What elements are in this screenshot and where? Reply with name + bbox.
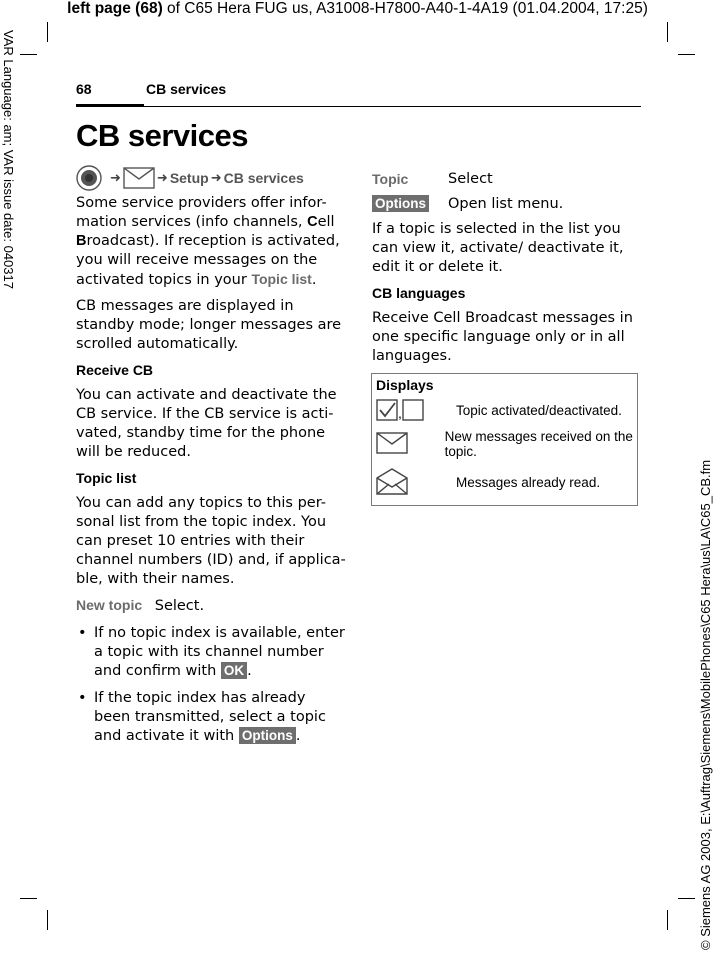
table-row-text: Topic activated/deactivated. bbox=[456, 402, 622, 418]
header-page-label: left page (68) bbox=[67, 0, 163, 17]
table-row bbox=[372, 425, 637, 463]
menu-path-cb-services: CB services bbox=[223, 169, 304, 186]
options-softkey: Options bbox=[239, 727, 296, 744]
list-item: • If no topic index is available, enter a topic with its channel number and confirm with OK . bbox=[76, 624, 346, 681]
side-text-left: VAR Language: am; VAR issue date: 040317 bbox=[1, 30, 16, 289]
ok-softkey: OK bbox=[221, 662, 247, 679]
left-column bbox=[76, 166, 346, 754]
topic-selected-text: If a topic is selected in the list you can view it, activate/ deactivate it, edit it or delete it. bbox=[372, 221, 624, 275]
running-section-title: CB services bbox=[146, 81, 227, 97]
intro-paragraph: Some service providers offer infor-mation services (info channels, Cell Broadcast). If reception is activated, you will receive messages on the activated topics in your Topic list. bbox=[76, 195, 340, 288]
table-row bbox=[372, 463, 637, 501]
checkbox-unchecked-icon bbox=[402, 399, 424, 421]
options-row bbox=[372, 195, 640, 214]
topic-list-text: You can add any topics to this per-sonal list from the topic index. You can preset 10 entries with their channel numbers (ID) and, if applica-ble, with their names. bbox=[76, 495, 346, 587]
displays-table-title: Displays bbox=[376, 377, 434, 393]
crop-mark bbox=[47, 910, 48, 930]
topic-action: Select bbox=[448, 171, 493, 187]
options-action: Open list menu. bbox=[448, 196, 564, 212]
document-header bbox=[0, 0, 715, 18]
topic-row bbox=[372, 170, 640, 189]
crop-mark bbox=[678, 54, 695, 55]
new-topic-action: Select. bbox=[154, 598, 205, 614]
arrow-right-icon: ➜ bbox=[110, 170, 121, 186]
header-rule-accent bbox=[76, 104, 144, 107]
right-column bbox=[372, 170, 640, 373]
envelope-open-icon bbox=[376, 467, 408, 495]
envelope-closed-icon bbox=[376, 432, 408, 454]
menu-path bbox=[76, 166, 346, 190]
topic-list-reference: Topic list bbox=[251, 271, 312, 287]
navigation-key-icon bbox=[76, 165, 102, 191]
crop-mark bbox=[678, 898, 695, 899]
table-row-text: New messages received on the topic. bbox=[444, 429, 633, 459]
header-rule bbox=[76, 106, 641, 107]
standby-paragraph: CB messages are displayed in standby mode; longer messages are scrolled automatically. bbox=[76, 298, 342, 352]
cb-languages-heading: CB languages bbox=[372, 285, 466, 301]
table-row-text: Messages already read. bbox=[456, 474, 601, 490]
checkbox-checked-icon bbox=[376, 399, 398, 421]
crop-mark bbox=[47, 22, 48, 42]
arrow-right-icon: ➜ bbox=[156, 170, 168, 186]
instruction-list bbox=[76, 624, 346, 746]
table-row bbox=[372, 395, 637, 425]
arrow-right-icon: ➜ bbox=[210, 170, 222, 186]
page-number: 68 bbox=[76, 81, 92, 97]
crop-mark bbox=[20, 54, 37, 55]
receive-cb-heading: Receive CB bbox=[76, 362, 154, 378]
page-title: CB services bbox=[76, 118, 249, 153]
new-topic-key: New topic bbox=[76, 597, 143, 613]
checkbox-icons: , bbox=[372, 399, 456, 421]
crop-mark bbox=[667, 22, 668, 42]
menu-path-setup: Setup bbox=[169, 169, 209, 186]
displays-table bbox=[371, 373, 638, 506]
side-text-right: © Siemens AG 2003, E:\Auftrag\Siemens\MobilePhones\C65 Hera\us\LA\C65_CB.fm bbox=[698, 459, 713, 950]
topic-key: Topic bbox=[372, 171, 409, 187]
header-doc-info: of C65 Hera FUG us, A31008-H7800-A40-1-4A19 (01.04.2004, 17:25) bbox=[162, 0, 648, 17]
crop-mark bbox=[667, 910, 668, 930]
new-topic-row bbox=[76, 596, 346, 616]
crop-mark bbox=[20, 898, 37, 899]
topic-list-heading: Topic list bbox=[76, 470, 137, 486]
envelope-icon bbox=[123, 167, 155, 189]
receive-cb-text: You can activate and deactivate the CB service. If the CB service is acti-vated, standby time for the phone will be reduced. bbox=[76, 387, 337, 460]
cb-languages-text: Receive Cell Broadcast messages in one specific language only or in all languages. bbox=[372, 310, 633, 364]
options-softkey: Options bbox=[372, 195, 429, 212]
list-item: • If the topic index has already been transmitted, select a topic and activate it with Options . bbox=[76, 689, 346, 746]
